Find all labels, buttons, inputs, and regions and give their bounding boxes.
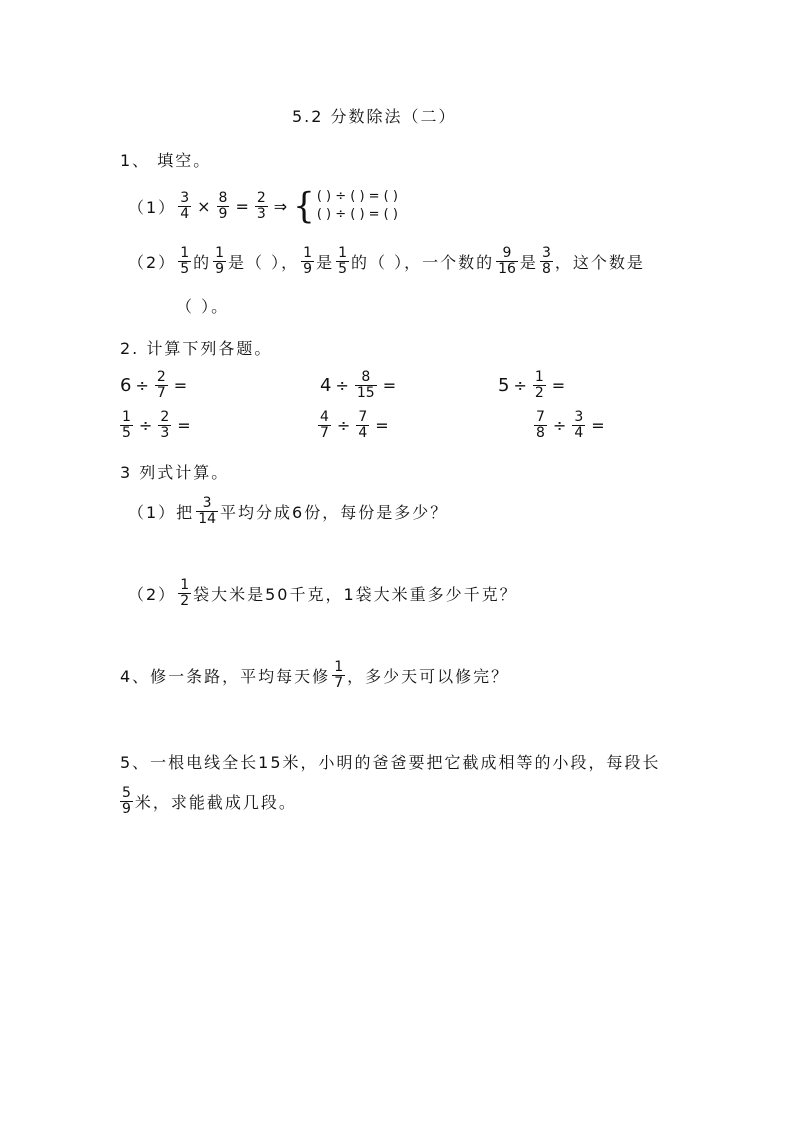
fraction: $\frac{2}{3}$ [160, 409, 170, 441]
fraction: $\frac{1}{7}$ [334, 659, 344, 691]
divide-sign: ÷ [336, 416, 351, 435]
brace-icon: { [293, 185, 315, 227]
question-text: ，多少天可以修完？ [347, 667, 510, 686]
q3-heading: 3 列式计算。 [120, 463, 230, 482]
text: 的 [193, 253, 212, 272]
divide-sign: ÷ [552, 416, 567, 435]
fraction: $\frac{2}{7}$ [156, 369, 166, 401]
fraction: $\frac{3}{14}$ [198, 495, 217, 527]
q2-heading: 2. 计算下列各题。 [120, 339, 273, 358]
equals-sign: = [173, 376, 188, 395]
q3-part2-label: （2） [128, 585, 177, 604]
q3-part1-label: （1）把 [128, 503, 195, 522]
equals-sign: = [382, 376, 397, 395]
fraction: $\frac{4}{7}$ [320, 409, 329, 441]
divide-sign: ÷ [138, 416, 153, 435]
expression-5 [316, 410, 393, 441]
text: ，这个数是 [554, 253, 645, 272]
q1-part2-label: （2） [128, 253, 177, 272]
q1-part2 [128, 246, 645, 277]
equals-sign: = [235, 196, 249, 216]
expression-2 [320, 370, 400, 401]
fraction: $\frac{9}{16}$ [498, 245, 516, 277]
fraction: $\frac{7}{4}$ [358, 409, 368, 441]
fraction: $\frac{8}{9}$ [218, 189, 228, 222]
fraction: $\frac{2}{3}$ [256, 189, 266, 222]
divide-sign: ÷ [513, 376, 527, 395]
q1-part1-label: （1） [128, 197, 177, 217]
equation-system [317, 188, 398, 224]
fraction: $\frac{1}{2}$ [534, 369, 544, 401]
q5-line1: 5、一根电线全长15米，小明的爸爸要把它截成相等的小段，每段长 [120, 753, 661, 772]
expression-6 [532, 410, 609, 441]
question-text: 4、修一条路，平均每天修 [120, 667, 331, 686]
question-text: 米，求能截成几段。 [134, 793, 297, 812]
text: 是 [519, 253, 538, 272]
q1-part1 [128, 185, 398, 227]
divide-sign: ÷ [335, 376, 349, 395]
expression-1 [120, 370, 191, 401]
fraction: $\frac{1}{9}$ [303, 245, 313, 277]
q5-line2 [118, 786, 297, 817]
blank-equation-2[interactable]: ( ) ÷ ( ) = ( ) [316, 207, 398, 222]
fraction: $\frac{1}{9}$ [215, 245, 225, 277]
page-title: 5.2 分数除法（二） [292, 107, 457, 126]
q4 [120, 660, 509, 691]
fraction: $\frac{3}{4}$ [180, 189, 190, 222]
question-text: 袋大米是50千克，1袋大米重多少千克？ [193, 585, 518, 604]
text-with-blank[interactable]: 的（ ），一个数的 [351, 253, 495, 272]
arrow-icon: ⇒ [273, 196, 288, 216]
blank-equation-1[interactable]: ( ) ÷ ( ) = ( ) [316, 189, 398, 204]
fraction: $\frac{1}{5}$ [180, 245, 190, 277]
equals-sign: = [177, 416, 191, 435]
expression-4 [118, 410, 195, 441]
text: 是 [316, 253, 335, 272]
fraction: $\frac{1}{5}$ [338, 245, 347, 277]
fraction: $\frac{3}{8}$ [541, 245, 551, 277]
fraction: $\frac{5}{9}$ [122, 785, 131, 817]
times-sign: × [197, 196, 211, 216]
whole-number: 6 [120, 375, 132, 396]
q3-part2 [128, 578, 518, 609]
text-with-blank[interactable]: 是（ ）， [228, 253, 300, 272]
fraction: $\frac{1}{5}$ [122, 409, 131, 441]
whole-number: 5 [498, 375, 510, 396]
equals-sign: = [375, 416, 389, 435]
divide-sign: ÷ [135, 376, 149, 395]
equals-sign: = [591, 416, 605, 435]
equals-sign: = [551, 376, 566, 395]
expression-3 [498, 370, 569, 401]
fraction: $\frac{8}{15}$ [356, 369, 375, 401]
fraction: $\frac{3}{4}$ [574, 409, 584, 441]
fraction: $\frac{7}{8}$ [536, 409, 545, 441]
q3-part1 [128, 496, 448, 527]
answer-blank[interactable]: （ ）。 [176, 297, 230, 316]
question-text: 平均分成6份，每份是多少？ [220, 503, 449, 522]
fraction: $\frac{1}{2}$ [180, 577, 190, 609]
q1-heading: 1、 填空。 [120, 151, 212, 170]
whole-number: 4 [320, 375, 332, 396]
